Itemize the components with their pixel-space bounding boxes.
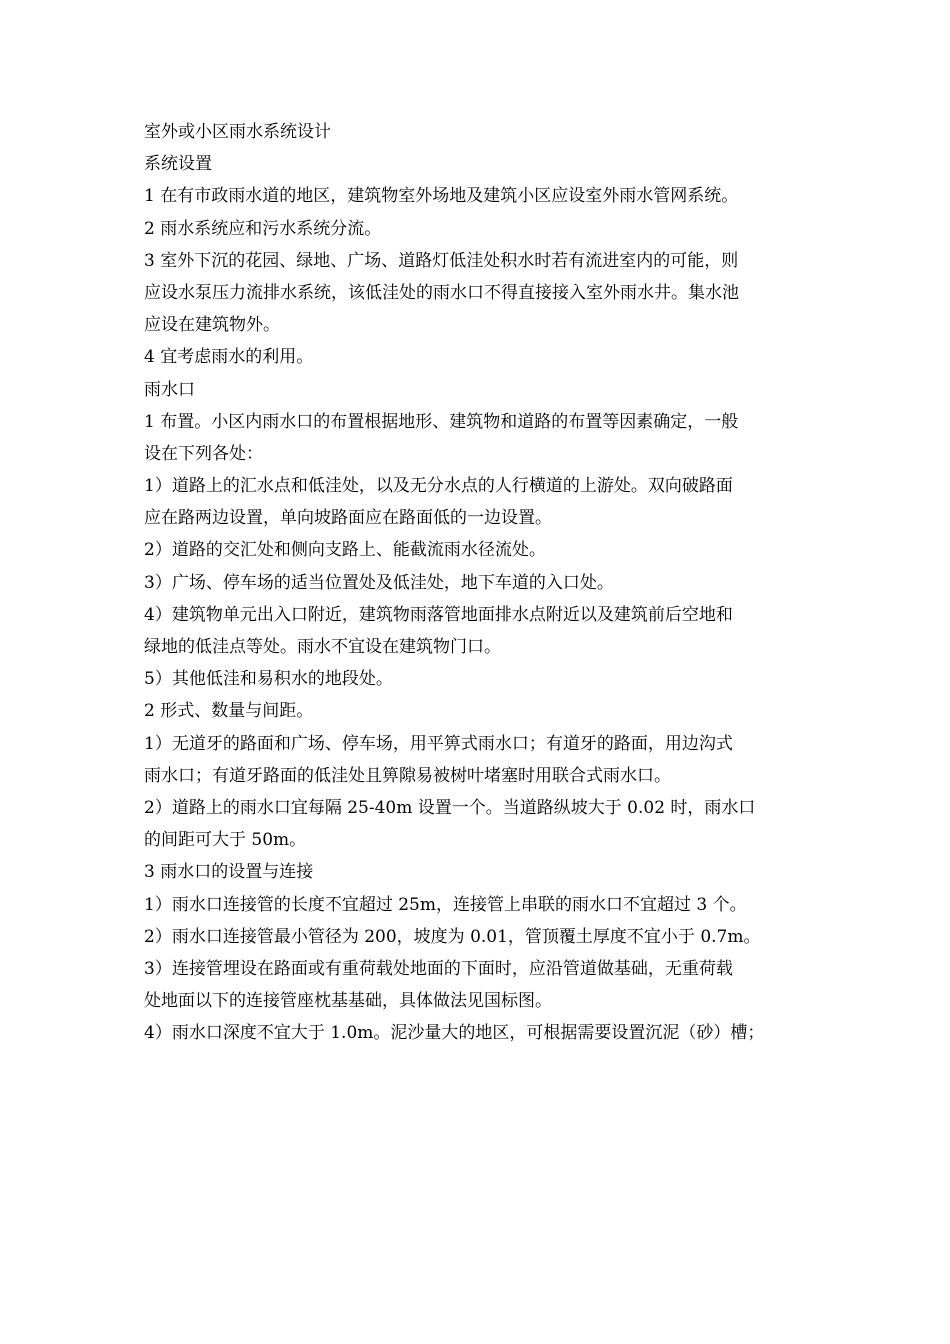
text-line: 2）雨水口连接管最小管径为 200，坡度为 0.01，管顶覆土厚度不宜小于 0.7m。	[144, 926, 761, 947]
document-body	[144, 116, 808, 1049]
text-line: 5）其他低洼和易积水的地段处。	[144, 669, 393, 690]
text-line: 应在路两边设置，单向坡路面应在路面低的一边设置。	[144, 508, 552, 529]
text-line: 2 雨水系统应和污水系统分流。	[144, 218, 382, 239]
text-line: 的间距可大于 50m。	[144, 830, 307, 851]
text-line: 3 室外下沉的花园、绿地、广场、道路灯低洼处积水时若有流进室内的可能，则	[144, 250, 739, 271]
text-line: 应设在建筑物外。	[144, 315, 280, 336]
document-title: 室外或小区雨水系统设计	[144, 122, 331, 142]
text-line: 4）建筑物单元出入口附近，建筑物雨落管地面排水点附近以及建筑前后空地和	[144, 604, 733, 625]
text-line: 1）无道牙的路面和广场、停车场，用平箅式雨水口；有道牙的路面，用边沟式	[144, 733, 733, 754]
text-line: 1）雨水口连接管的长度不宜超过 25m，连接管上串联的雨水口不宜超过 3 个。	[144, 894, 747, 915]
text-line: 4 宜考虑雨水的利用。	[144, 347, 314, 368]
text-line: 3）连接管埋设在路面或有重荷载处地面的下面时，应沿管道做基础，无重荷载	[144, 958, 733, 979]
text-line: 雨水口；有道牙路面的低洼处且箅隙易被树叶堵塞时用联合式雨水口。	[144, 765, 671, 786]
text-line: 2 形式、数量与间距。	[144, 701, 314, 722]
text-line: 应设水泵压力流排水系统，该低洼处的雨水口不得直接接入室外雨水井。集水池	[144, 282, 739, 303]
section-heading-rain-inlet: 雨水口	[144, 379, 195, 400]
text-line: 3 雨水口的设置与连接	[144, 862, 314, 883]
text-line: 处地面以下的连接管座枕基基础，具体做法见国标图。	[144, 991, 552, 1012]
text-line: 绿地的低洼点等处。雨水不宜设在建筑物门口。	[144, 637, 501, 657]
text-line: 4）雨水口深度不宜大于 1.0m。泥沙量大的地区，可根据需要设置沉泥（砂）槽；	[144, 1023, 765, 1044]
text-line: 1 布置。小区内雨水口的布置根据地形、建筑物和道路的布置等因素确定，一般	[144, 411, 739, 432]
text-line: 2）道路的交汇处和侧向支路上、能截流雨水径流处。	[144, 540, 546, 561]
section-heading-system-setup: 系统设置	[144, 154, 212, 175]
text-line: 2）道路上的雨水口宜每隔 25-40m 设置一个。当道路纵坡大于 0.02 时，雨水口	[144, 797, 756, 818]
text-line: 1 在有市政雨水道的地区，建筑物室外场地及建筑小区应设室外雨水管网系统。	[144, 186, 739, 207]
text-line: 设在下列各处：	[144, 443, 263, 464]
text-line: 1）道路上的汇水点和低洼处，以及无分水点的人行横道的上游处。双向破路面	[144, 476, 733, 497]
text-line: 3）广场、停车场的适当位置处及低洼处，地下车道的入口处。	[144, 572, 614, 593]
